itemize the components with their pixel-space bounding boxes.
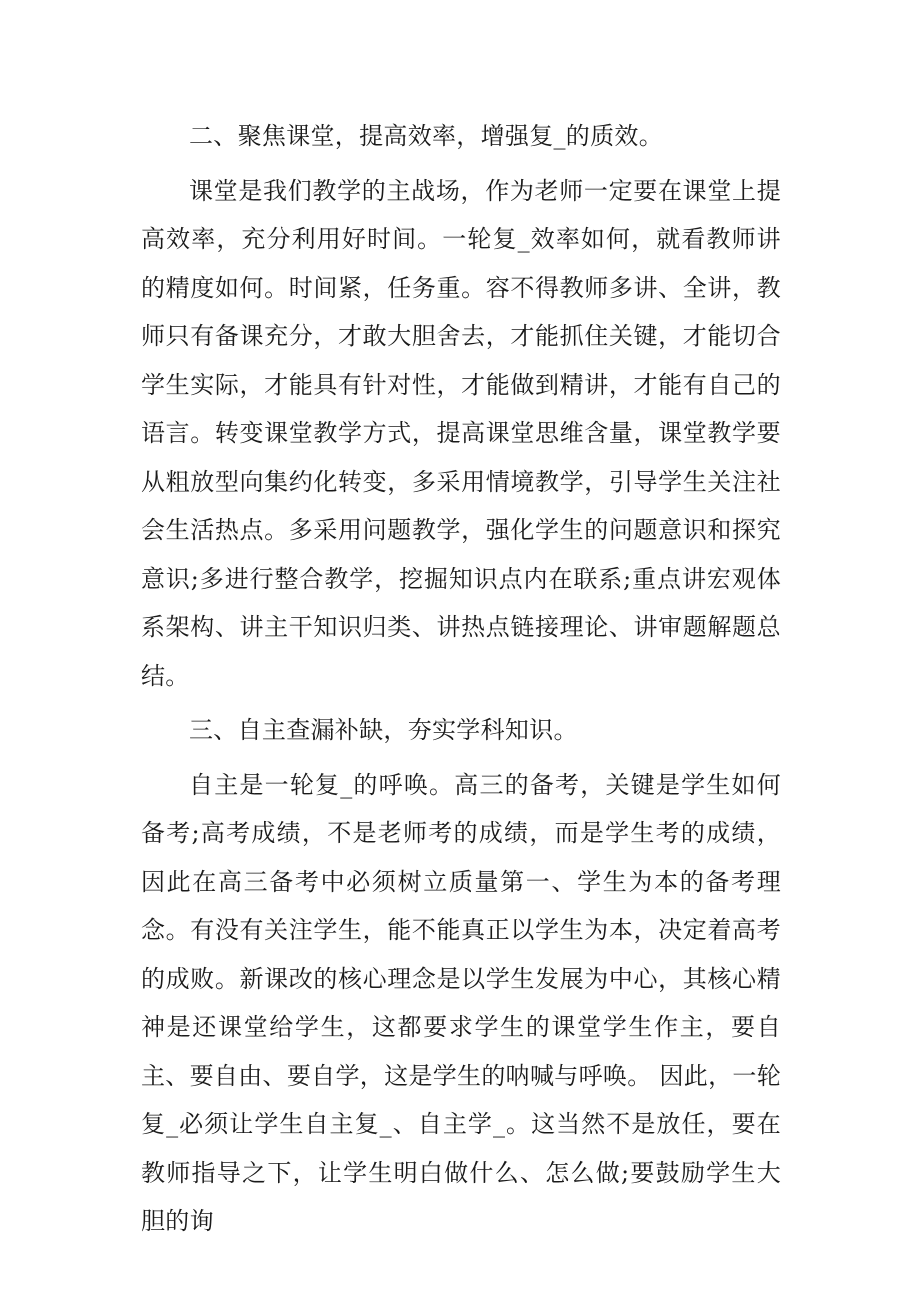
section-paragraph: 自主是一轮复_的呼唤。高三的备考，关键是学生如何备考;高考成绩，不是老师考的成绩，而是学生考的成绩，因此在高三备考中必须树立质量第一、学生为本的备考理念。有没有关注学生，能不能真正以学生为本，决定着高考的成败。新课改的核心理念是以学生发展为中心，其核心精神是还课堂给学生，这都要求学生的课堂学生作主，要自主、要自由、要自学，这是学生的呐喊与呼唤。 因此，一轮复_必须让学生自主复_、自主学_。这当然不是放任，要在教师指导之下，让学生明白做什么、怎么做;要鼓励学生大胆的询 [141, 770, 781, 1235]
document-body [141, 112, 781, 1246]
section-heading: 三、自主查漏补缺，夯实学科知识。 [189, 716, 578, 744]
section-paragraph: 课堂是我们教学的主战场，作为老师一定要在课堂上提高效率，充分利用好时间。一轮复_效率如何，就看教师讲的精度如何。时间紧，任务重。容不得教师多讲、全讲，教师只有备课充分，才敢大胆舍去，才能抓住关键，才能切合学生实际，才能具有针对性，才能做到精讲，才能有自己的语言。转变课堂教学方式，提高课堂思维含量，课堂教学要从粗放型向集约化转变，多采用情境教学，引导学生关注社会生活热点。多采用问题教学，强化学生的问题意识和探究意识;多进行整合教学，挖掘知识点内在联系;重点讲宏观体系架构、讲主干知识归类、讲热点链接理论、讲审题解题总结。 [141, 176, 781, 690]
section-heading: 二、聚焦课堂，提高效率，增强复_的质效。 [189, 122, 663, 150]
